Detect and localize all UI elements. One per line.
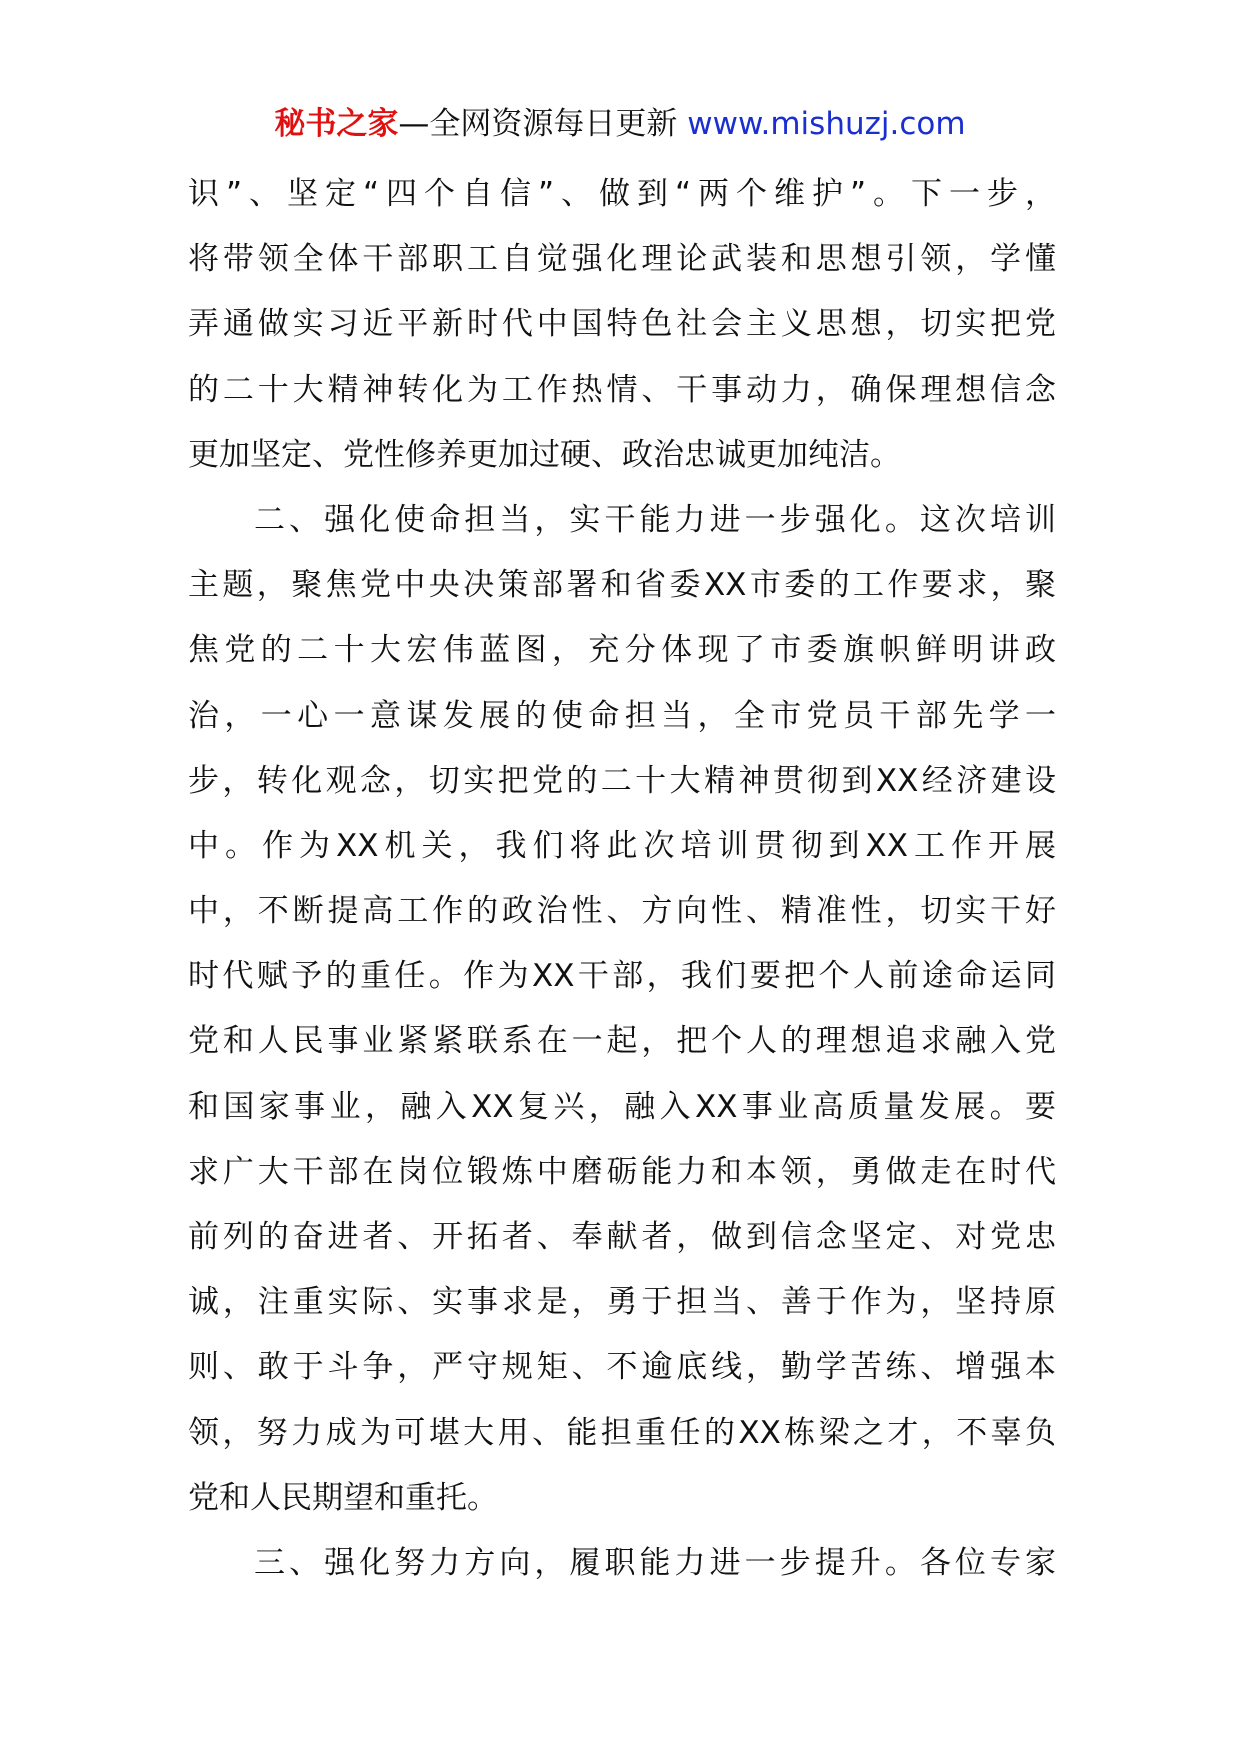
text-line: 党和人民期望和重托。 [188, 1479, 498, 1516]
text-line: 前列的奋进者、开拓者、奉献者，做到信念坚定、对党忠 [188, 1219, 1056, 1255]
text-line: 的二十大精神转化为工作热情、干事动力，确保理想信念 [188, 371, 1056, 408]
text-line: 主题，聚焦党中央决策部署和省委XX市委的工作要求，聚 [188, 567, 1056, 604]
text-line: 中。作为XX机关，我们将此次培训贯彻到XX工作开展 [188, 827, 1056, 864]
text-line: 时代赋予的重任。作为XX干部，我们要把个人前途命运同 [188, 958, 1056, 995]
text-line: 焦党的二十大宏伟蓝图，充分体现了市委旗帜鲜明讲政 [188, 632, 1056, 669]
text-line: 和国家事业，融入XX复兴，融入XX事业高质量发展。要 [188, 1088, 1056, 1125]
text-line: 步，转化观念，切实把党的二十大精神贯彻到XX经济建设 [188, 762, 1056, 799]
document-body [188, 162, 1056, 1596]
text-line: 则、敢于斗争，严守规矩、不逾底线，勤学苦练、增强本 [188, 1349, 1056, 1386]
text-line: 将带领全体干部职工自觉强化理论武装和思想引领，学懂 [188, 241, 1056, 278]
text-line: 求广大干部在岗位锻炼中磨砺能力和本领，勇做走在时代 [188, 1153, 1056, 1190]
section-heading-line: 三、强化努力方向，履职能力进一步提升。各位专家 [254, 1544, 1056, 1581]
text-line: 治，一心一意谋发展的使命担当，全市党员干部先学一 [188, 697, 1056, 734]
header-slogan: —全网资源每日更新 [398, 106, 688, 142]
text-line: 中，不断提高工作的政治性、方向性、精准性，切实干好 [188, 893, 1056, 930]
text-line: 诚，注重实际、实事求是，勇于担当、善于作为，坚持原 [188, 1284, 1056, 1321]
section-heading-line: 二、强化使命担当，实干能力进一步强化。这次培训 [254, 501, 1056, 538]
text-line: 更加坚定、党性修养更加过硬、政治忠诚更加纯洁。 [188, 436, 901, 473]
text-line: 弄通做实习近平新时代中国特色社会主义思想，切实把党 [188, 306, 1056, 343]
text-line: 识”、坚定“四个自信”、做到“两个维护”。下一步， [188, 176, 1056, 212]
text-line: 领，努力成为可堪大用、能担重任的XX栋梁之才，不辜负 [188, 1414, 1056, 1451]
text-line: 党和人民事业紧紧联系在一起，把个人的理想追求融入党 [188, 1023, 1056, 1060]
header-brand: 秘书之家 [274, 106, 399, 142]
header-site-link[interactable]: www.mishuzj.com [687, 106, 966, 142]
page-header [0, 100, 1240, 148]
